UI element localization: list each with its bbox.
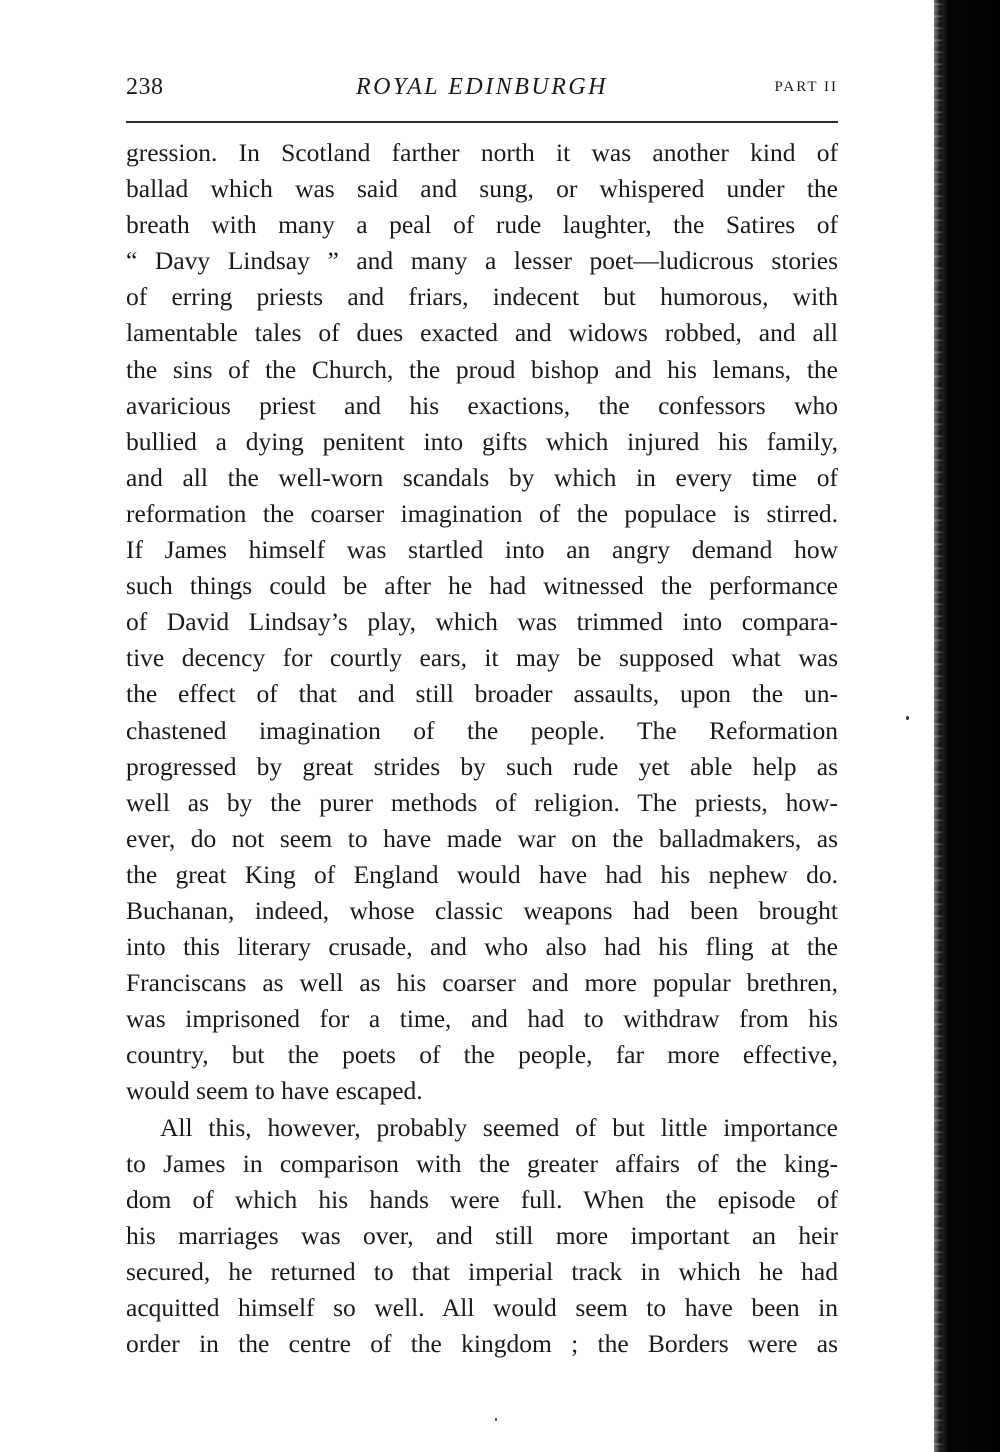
text-line: his marriages was over, and still more important an heir: [126, 1220, 838, 1250]
text-line: of David Lindsay’s play, which was trimmed into compara-: [126, 607, 838, 637]
text-line: dom of which his hands were full. When the episode of: [126, 1184, 838, 1214]
text-line: was imprisoned for a time, and had to withdraw from his: [126, 1004, 838, 1034]
text-line: reformation the coarser imagination of the populace is stirred.: [126, 498, 838, 528]
paragraph-1: [126, 135, 838, 1110]
text-line: well as by the purer methods of religion. The priests, how-: [126, 787, 838, 817]
text-line: and all the well-worn scandals by which in every time of: [126, 462, 838, 492]
part-label: PART II: [774, 79, 838, 95]
text-line: to James in comparison with the greater affairs of the king-: [126, 1148, 838, 1178]
text-line: All this, however, probably seemed of but little importance: [160, 1112, 838, 1142]
running-head: [126, 72, 838, 108]
text-line: secured, he returned to that imperial track in which he had: [126, 1256, 838, 1286]
text-line: the effect of that and still broader assaults, upon the un-: [126, 679, 838, 709]
text-line: acquitted himself so well. All would seem to have been in: [126, 1293, 838, 1322]
text-line: progressed by great strides by such rude yet able help as: [126, 751, 838, 781]
page-number: 238: [126, 74, 164, 100]
text-line: “ Davy Lindsay ” and many a lesser poet—ludicrous stories: [126, 246, 838, 276]
body-text: [126, 135, 838, 1362]
scan-speck: [495, 1418, 497, 1421]
scan-speck: [906, 716, 909, 720]
text-line: ever, do not seem to have made war on the balladmakers, as: [126, 823, 838, 853]
text-line: lamentable tales of dues exacted and widows robbed, and all: [126, 318, 838, 348]
text-line: gression. In Scotland farther north it was another kind of: [126, 138, 838, 167]
text-line: breath with many a peal of rude laughter, the Satires of: [126, 210, 838, 240]
text-line: avaricious priest and his exactions, the confessors who: [126, 390, 838, 420]
text-line: ballad which was said and sung, or whispered under the: [126, 174, 838, 204]
text-line: of erring priests and friars, indecent but humorous, with: [126, 282, 838, 312]
text-line: Buchanan, indeed, whose classic weapons had been brought: [126, 895, 838, 925]
text-line: chastened imagination of the people. The Reformation: [126, 715, 838, 745]
text-line: such things could be after he had witnessed the performance: [126, 571, 838, 601]
text-line: into this literary crusade, and who also had his fling at the: [126, 932, 838, 962]
text-line: Franciscans as well as his coarser and more popular brethren,: [126, 968, 838, 998]
paragraph-2: [126, 1110, 838, 1363]
text-line: tive decency for courtly ears, it may be supposed what was: [126, 643, 838, 673]
running-title: ROYAL EDINBURGH: [355, 74, 609, 100]
binding-edge: [934, 0, 1000, 1452]
text-line: If James himself was startled into an angry demand how: [126, 535, 838, 565]
header-rule: [126, 121, 838, 123]
text-line: country, but the poets of the people, far more effective,: [126, 1040, 838, 1070]
text-line: the great King of England would have had his nephew do.: [126, 859, 838, 889]
binding-texture: [934, 0, 942, 1452]
text-line: order in the centre of the kingdom ; the Borders were as: [126, 1329, 838, 1359]
text-line: would seem to have escaped.: [126, 1076, 423, 1106]
text-line: bullied a dying penitent into gifts which injured his family,: [126, 426, 838, 456]
text-line: the sins of the Church, the proud bishop and his lemans, the: [126, 354, 838, 384]
